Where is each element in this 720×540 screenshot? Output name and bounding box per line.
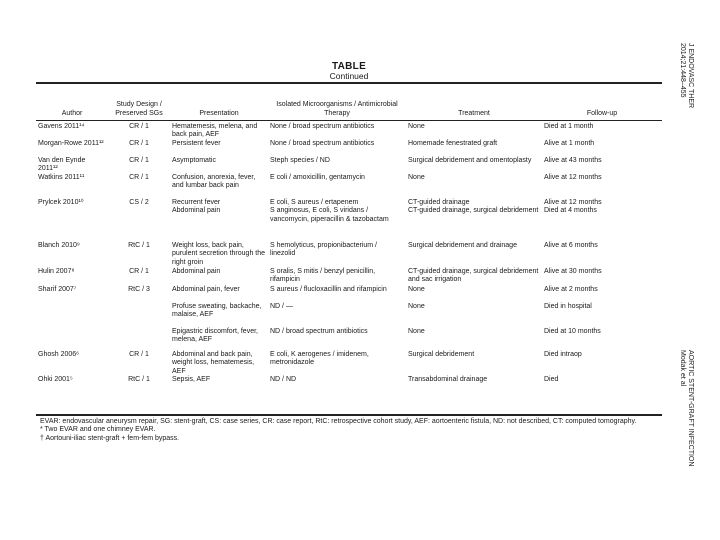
followup-cell: Died at 1 month	[544, 123, 594, 130]
table-row	[36, 286, 662, 303]
table-footnotes	[40, 418, 660, 443]
treatment-cell: Homemade fenestrated graft	[408, 140, 498, 147]
design-cell: RtC / 1	[128, 242, 150, 249]
treatment-cell: None	[408, 303, 425, 310]
followup-cell: Alive at 43 months	[544, 157, 602, 164]
treatment-cell: None	[408, 286, 425, 293]
microorganisms-cell: ND / ND	[270, 376, 297, 383]
presentation-cell: Abdominal pain, fever	[172, 286, 240, 293]
microorganisms-cell: ND / broad spectrum antibiotics	[270, 328, 368, 335]
table-row	[36, 351, 662, 376]
microorganisms-cell: None / broad spectrum antibiotics	[270, 140, 375, 147]
author-cell: Gavens 2011¹⁴	[38, 123, 85, 130]
table-row	[36, 328, 662, 351]
microorganisms-cell: S oralis, S mitis / benzyl penicillin, rifampicin	[270, 268, 376, 284]
microorganisms-cell: S aureus / flucloxacillin and rifampicin	[270, 286, 387, 293]
table-row	[36, 174, 662, 199]
design-cell: CR / 1	[129, 351, 149, 358]
column-header-microorganisms: Isolated Microorganisms / Antimicrobial Therapy	[276, 101, 398, 117]
table-bottom-rule	[36, 414, 662, 416]
footnote-star: * Two EVAR and one chimney EVAR.	[40, 426, 156, 434]
column-header-design: Study Design / Preserved SGs	[115, 101, 163, 117]
followup-cell: Alive at 12 months	[544, 174, 602, 181]
running-title-side	[678, 350, 694, 466]
presentation-cell: Asymptomatic	[172, 157, 216, 164]
journal-citation: 2014;21:448–455	[679, 43, 686, 98]
table-row	[36, 242, 662, 268]
presentation-cell: Epigastric discomfort, fever, melena, AEF	[172, 328, 258, 344]
table-row	[36, 303, 662, 328]
author-cell: Morgan-Rowe 2011¹²	[38, 140, 104, 147]
author-cell: Van den Eynde 2011¹²	[38, 157, 86, 173]
treatment-cell: Surgical debridement and omentoplasty	[408, 157, 532, 164]
author-cell	[36, 303, 108, 328]
followup-cell: Died	[544, 376, 559, 383]
followup-cell: Died in hospital	[544, 303, 592, 310]
treatment-cell: None	[408, 123, 425, 130]
followup-cell: Died intraop	[544, 351, 582, 358]
treatment-cell: Surgical debridement	[408, 351, 475, 358]
design-cell: CR / 1	[129, 123, 149, 130]
treatment-cell: None	[408, 328, 425, 335]
author-cell: Hulin 2007⁸	[38, 268, 75, 275]
presentation-cell: Abdominal pain	[172, 268, 221, 275]
treatment-cell: Surgical debridement and drainage	[408, 242, 517, 249]
followup-cell: Alive at 12 months Died at 4 months	[544, 199, 602, 215]
design-cell: RtC / 1	[128, 376, 150, 383]
presentation-cell: Profuse sweating, backache, malaise, AEF	[172, 303, 262, 319]
table-row	[36, 140, 662, 157]
table-row	[36, 157, 662, 174]
treatment-cell: CT-guided drainage CT-guided drainage, surgical debridement	[408, 199, 539, 215]
table-header-rule	[36, 120, 662, 121]
design-cell: CR / 1	[129, 174, 149, 181]
journal-name: J ENDOVASC THER	[687, 43, 694, 109]
table-row	[36, 376, 662, 388]
design-cell: RtC / 3	[128, 286, 150, 293]
journal-side-header	[678, 43, 694, 108]
followup-cell: Alive at 1 month	[544, 140, 595, 147]
followup-cell: Died at 10 months	[544, 328, 601, 335]
table-body	[36, 123, 662, 388]
author-cell: Blanch 2010⁹	[38, 242, 80, 249]
table-title: TABLE	[331, 61, 367, 72]
design-cell: CR / 1	[129, 268, 149, 275]
presentation-cell: Persistent fever	[172, 140, 221, 147]
treatment-cell: None	[408, 174, 425, 181]
microorganisms-cell: Steph species / ND	[270, 157, 330, 164]
design-cell: CR / 1	[129, 157, 149, 164]
microorganisms-cell: None / broad spectrum antibiotics	[270, 123, 375, 130]
table-row	[36, 268, 662, 286]
table-top-rule	[36, 82, 662, 84]
table-subtitle: Continued	[329, 71, 369, 81]
author-cell	[36, 328, 108, 351]
column-header-presentation: Presentation	[199, 109, 239, 117]
author-cell: Ohki 2001⁵	[38, 376, 73, 383]
column-header-treatment: Treatment	[458, 109, 490, 117]
microorganisms-cell: E coli / amoxicillin, gentamycin	[270, 174, 365, 181]
author-cell: Ghosh 2006⁶	[38, 351, 80, 358]
footnote-dagger: † Aortouni-iliac stent-graft + fem-fem bypass.	[40, 434, 180, 442]
treatment-cell: Transabdominal drainage	[408, 376, 488, 383]
treatment-cell: CT-guided drainage, surgical debridement and sac irrigation	[408, 268, 539, 284]
design-cell	[108, 328, 170, 351]
column-header-author: Author	[61, 109, 83, 117]
presentation-cell: Abdominal and back pain, weight loss, hematemesis, AEF	[172, 351, 255, 375]
author-cell: Prylcek 2010¹⁰	[38, 199, 84, 206]
presentation-cell: Recurrent fever Abdominal pain	[172, 199, 221, 215]
design-cell: CS / 2	[129, 199, 149, 206]
table-row	[36, 123, 662, 140]
footnote-abbreviations: EVAR: endovascular aneurysm repair, SG: stent-graft, CS: case series, CR: case report, RtC: retrospective cohort study, AEF: aortoenteric fistula, ND: not described, CT: computed tomography.	[40, 418, 637, 425]
microorganisms-cell: E coli, K aerogenes / imidenem, metronidazole	[270, 351, 369, 367]
design-cell: CR / 1	[129, 140, 149, 147]
running-authors: Modak et al	[679, 350, 686, 387]
author-cell: Watkins 2011¹¹	[38, 174, 85, 181]
presentation-cell: Weight loss, back pain, purulent secretion through the right groin	[172, 242, 266, 266]
followup-cell: Alive at 6 months	[544, 242, 598, 249]
design-cell	[108, 303, 170, 328]
author-cell: Sharif 2007⁷	[38, 286, 77, 293]
running-title: AORTIC STENT-GRAFT INFECTION	[687, 350, 694, 467]
microorganisms-cell: ND / —	[270, 303, 293, 310]
followup-cell: Alive at 2 months	[544, 286, 598, 293]
table-header	[36, 86, 662, 118]
microorganisms-cell: E coli, S aureus / ertapenem S anginosus, E coli, S viridans / vancomycin, piperacillin & tazobactam	[270, 199, 389, 223]
presentation-cell: Sepsis, AEF	[172, 376, 211, 383]
followup-cell: Alive at 30 months	[544, 268, 602, 275]
table-row	[36, 199, 662, 242]
presentation-cell: Hematemesis, melena, and back pain, AEF	[172, 123, 258, 139]
column-header-followup: Follow-up	[586, 109, 618, 117]
microorganisms-cell: S hemolyticus, propionibacterium / linezolid	[270, 242, 377, 258]
presentation-cell: Confusion, anorexia, fever, and lumbar back pain	[172, 174, 256, 190]
